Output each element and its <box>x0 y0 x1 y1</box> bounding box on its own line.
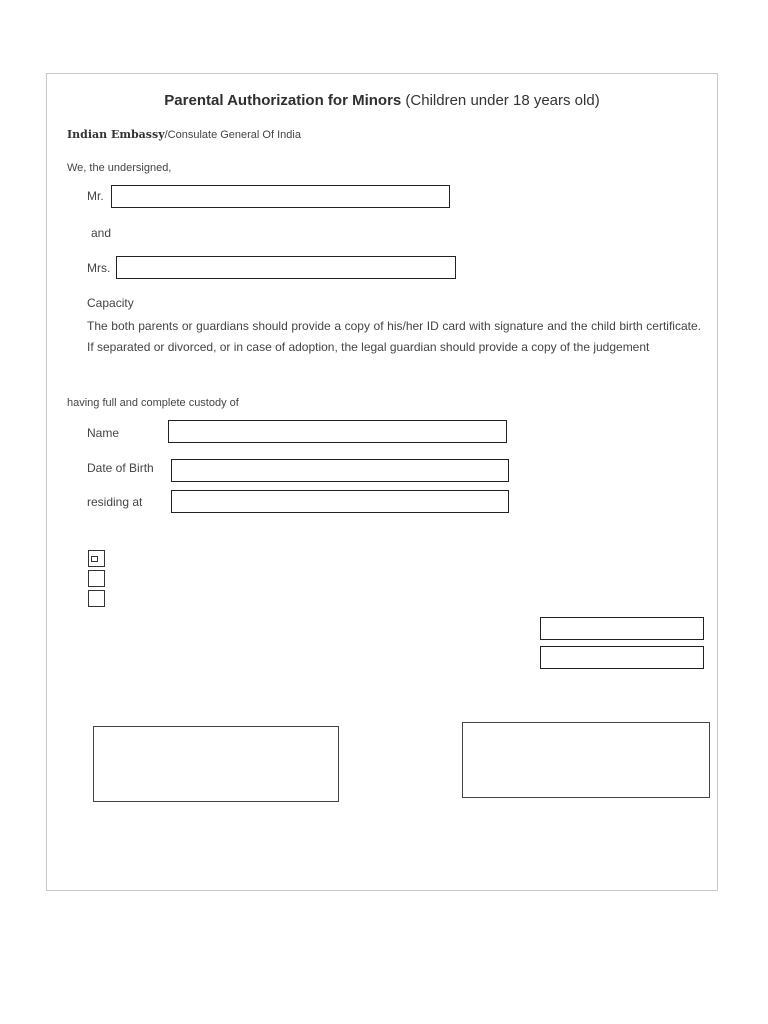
form-title-bold: Parental Authorization for Minors <box>164 92 402 109</box>
consulate-name: /Consulate General Of India <box>164 129 301 141</box>
dob-label: Date of Birth <box>87 461 154 475</box>
residing-label: residing at <box>87 495 143 509</box>
embassy-name: Indian Embassy <box>67 128 165 141</box>
child-dob-input[interactable] <box>171 459 509 482</box>
option-checkbox-1[interactable] <box>88 550 105 567</box>
capacity-label: Capacity <box>87 296 134 310</box>
option-checkbox-3[interactable] <box>88 590 105 607</box>
mr-label: Mr. <box>87 189 104 203</box>
child-name-label: Name <box>87 426 120 440</box>
date-input[interactable] <box>540 646 704 669</box>
child-name-input[interactable] <box>168 420 507 443</box>
option-checkbox-2[interactable] <box>88 570 105 587</box>
and-label: and <box>91 226 112 240</box>
embassy-line <box>67 128 301 141</box>
capacity-note: The both parents or guardians should provide a copy of his/her ID card with signature and the child birth certificate. If separated or divorced, or in case of adoption, the legal guardian should provide a copy of the judgement <box>87 319 701 354</box>
mr-name-input[interactable] <box>111 185 450 208</box>
custody-text: having full and complete custody of <box>67 397 239 409</box>
checkbox-mark-icon <box>91 556 98 562</box>
residing-input[interactable] <box>171 490 509 513</box>
form-title-subtitle: (Children under 18 years old) <box>401 92 600 109</box>
form-title <box>47 92 717 109</box>
signature-box-mother[interactable] <box>462 722 710 798</box>
mrs-label: Mrs. <box>87 261 111 275</box>
signature-box-father[interactable] <box>93 726 339 802</box>
form-page <box>46 73 718 891</box>
place-input[interactable] <box>540 617 704 640</box>
undersigned-text: We, the undersigned, <box>67 162 172 174</box>
mrs-name-input[interactable] <box>116 256 456 279</box>
